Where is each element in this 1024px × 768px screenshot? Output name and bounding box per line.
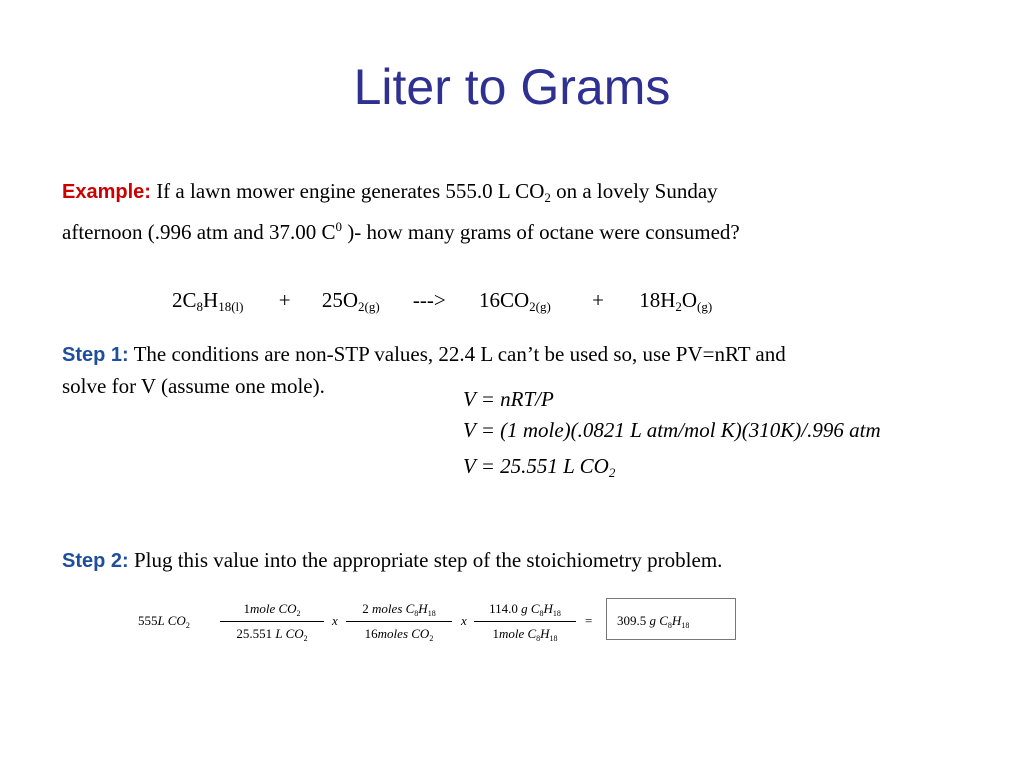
f1-num-s: 2 bbox=[296, 609, 301, 618]
example-line-1 bbox=[62, 179, 718, 205]
f3-num-s2: 18 bbox=[552, 609, 561, 618]
ans-a: 309.5 bbox=[617, 613, 650, 628]
equation-2: V = (1 mole)(.0821 L atm/mol K)(310K)/.996 atm bbox=[463, 418, 881, 442]
f3-num-s1: 8 bbox=[539, 609, 544, 618]
product-water-sub1: 2 bbox=[675, 299, 682, 314]
product-water-o: O bbox=[681, 288, 698, 312]
factor-3-numerator bbox=[474, 601, 576, 622]
example-text-1a: If a lawn mower engine generates 555.0 L CO bbox=[156, 179, 545, 203]
equation-1: V = nRT/P bbox=[463, 387, 554, 411]
times-sign-1 bbox=[332, 613, 338, 629]
equation-3-sub: 2 bbox=[608, 465, 616, 480]
step2-label: Step 2: bbox=[62, 550, 129, 572]
example-text-1b: on a lovely Sunday bbox=[550, 179, 718, 203]
step2-text: Plug this value into the appropriate step of the stoichiometry problem. bbox=[133, 548, 723, 572]
reactant-oxygen-o: 25O bbox=[321, 288, 358, 312]
example-sub-1: 2 bbox=[544, 190, 551, 205]
calc-start-value bbox=[138, 613, 190, 629]
product-co2 bbox=[479, 288, 551, 312]
f2-num-s2: 18 bbox=[427, 609, 436, 618]
f1-den-b: L CO bbox=[275, 626, 304, 641]
step1-line-2: solve for V (assume one mole). bbox=[62, 374, 325, 398]
reaction-arrow: ---> bbox=[412, 288, 446, 312]
f1-num-b: mole CO bbox=[249, 601, 297, 616]
f2-num-b: moles C bbox=[372, 601, 415, 616]
product-water-sub2: (g) bbox=[697, 299, 713, 314]
calc-start-sub: 2 bbox=[185, 621, 190, 630]
times-2: x bbox=[461, 613, 467, 628]
f3-num-b: g C bbox=[521, 601, 540, 616]
f3-den-b: mole C bbox=[498, 626, 537, 641]
f2-den-s: 2 bbox=[429, 634, 434, 643]
f1-den-s: 2 bbox=[303, 634, 308, 643]
conversion-factor-1 bbox=[220, 601, 324, 642]
reactant-octane-sub1: 8 bbox=[196, 299, 204, 314]
f2-num-a: 2 bbox=[362, 601, 373, 616]
ans-c: H bbox=[671, 613, 682, 628]
calc-start-num: 555 bbox=[138, 613, 158, 628]
f3-den-c: H bbox=[540, 626, 550, 641]
f2-den-b: moles CO bbox=[377, 626, 430, 641]
calc-start-unit: L CO bbox=[157, 613, 186, 628]
answer-value bbox=[617, 613, 689, 629]
example-line-2 bbox=[62, 219, 740, 244]
f3-den-s2: 18 bbox=[549, 634, 558, 643]
conversion-factor-3 bbox=[474, 601, 576, 642]
reactant-oxygen bbox=[322, 288, 380, 312]
factor-1-denominator bbox=[220, 622, 324, 642]
f3-den-a: 1 bbox=[492, 626, 499, 641]
f1-den-a: 25.551 bbox=[236, 626, 276, 641]
f3-den-s1: 8 bbox=[536, 634, 541, 643]
plus-sign-1: + bbox=[278, 288, 291, 312]
factor-2-denominator bbox=[346, 622, 452, 642]
times-sign-2 bbox=[461, 613, 467, 629]
factor-2-numerator bbox=[346, 601, 452, 622]
example-text-2a: afternoon (.996 atm and 37.00 C bbox=[62, 220, 336, 244]
factor-3-denominator bbox=[474, 622, 576, 642]
reaction-equation bbox=[172, 288, 712, 313]
equation-3-text: V = 25.551 L CO bbox=[463, 454, 609, 478]
reactant-oxygen-sub: 2(g) bbox=[357, 299, 380, 314]
f1-num-a: 1 bbox=[243, 601, 250, 616]
f3-num-c: H bbox=[543, 601, 553, 616]
reactant-octane-c: 2C bbox=[172, 288, 197, 312]
ans-b: g C bbox=[649, 613, 668, 628]
reactant-octane-h: H bbox=[203, 288, 219, 312]
equals-sign: = bbox=[585, 613, 593, 628]
reactant-octane bbox=[172, 288, 243, 312]
reactant-octane-sub2: 18(l) bbox=[218, 299, 244, 314]
product-water bbox=[639, 288, 712, 312]
f3-num-a: 114.0 bbox=[489, 601, 522, 616]
answer-box bbox=[606, 598, 736, 640]
example-sup-2: 0 bbox=[335, 219, 343, 234]
product-co2-co: 16CO bbox=[478, 288, 530, 312]
product-co2-sub: 2(g) bbox=[529, 299, 551, 314]
f2-num-c: H bbox=[418, 601, 428, 616]
conversion-factor-2 bbox=[346, 601, 452, 642]
plus-sign-2: + bbox=[592, 288, 604, 312]
example-text-2b: )- how many grams of octane were consumed? bbox=[342, 220, 740, 244]
step1-text-1: The conditions are non-STP values, 22.4 L can’t be used so, use PV=nRT and bbox=[133, 342, 786, 366]
step2-line bbox=[62, 550, 722, 571]
ans-s1: 8 bbox=[667, 621, 672, 630]
slide-title: Liter to Grams bbox=[353, 59, 671, 115]
factor-1-numerator bbox=[220, 601, 324, 622]
example-label: Example: bbox=[62, 181, 151, 203]
ans-s2: 18 bbox=[681, 621, 690, 630]
product-water-h: 18H bbox=[639, 288, 676, 312]
f2-num-s1: 8 bbox=[414, 609, 419, 618]
f2-den-a: 16 bbox=[364, 626, 378, 641]
times-1: x bbox=[332, 613, 338, 628]
step1-label: Step 1: bbox=[62, 344, 129, 366]
equation-3 bbox=[463, 454, 615, 479]
step1-line-1 bbox=[62, 344, 786, 365]
